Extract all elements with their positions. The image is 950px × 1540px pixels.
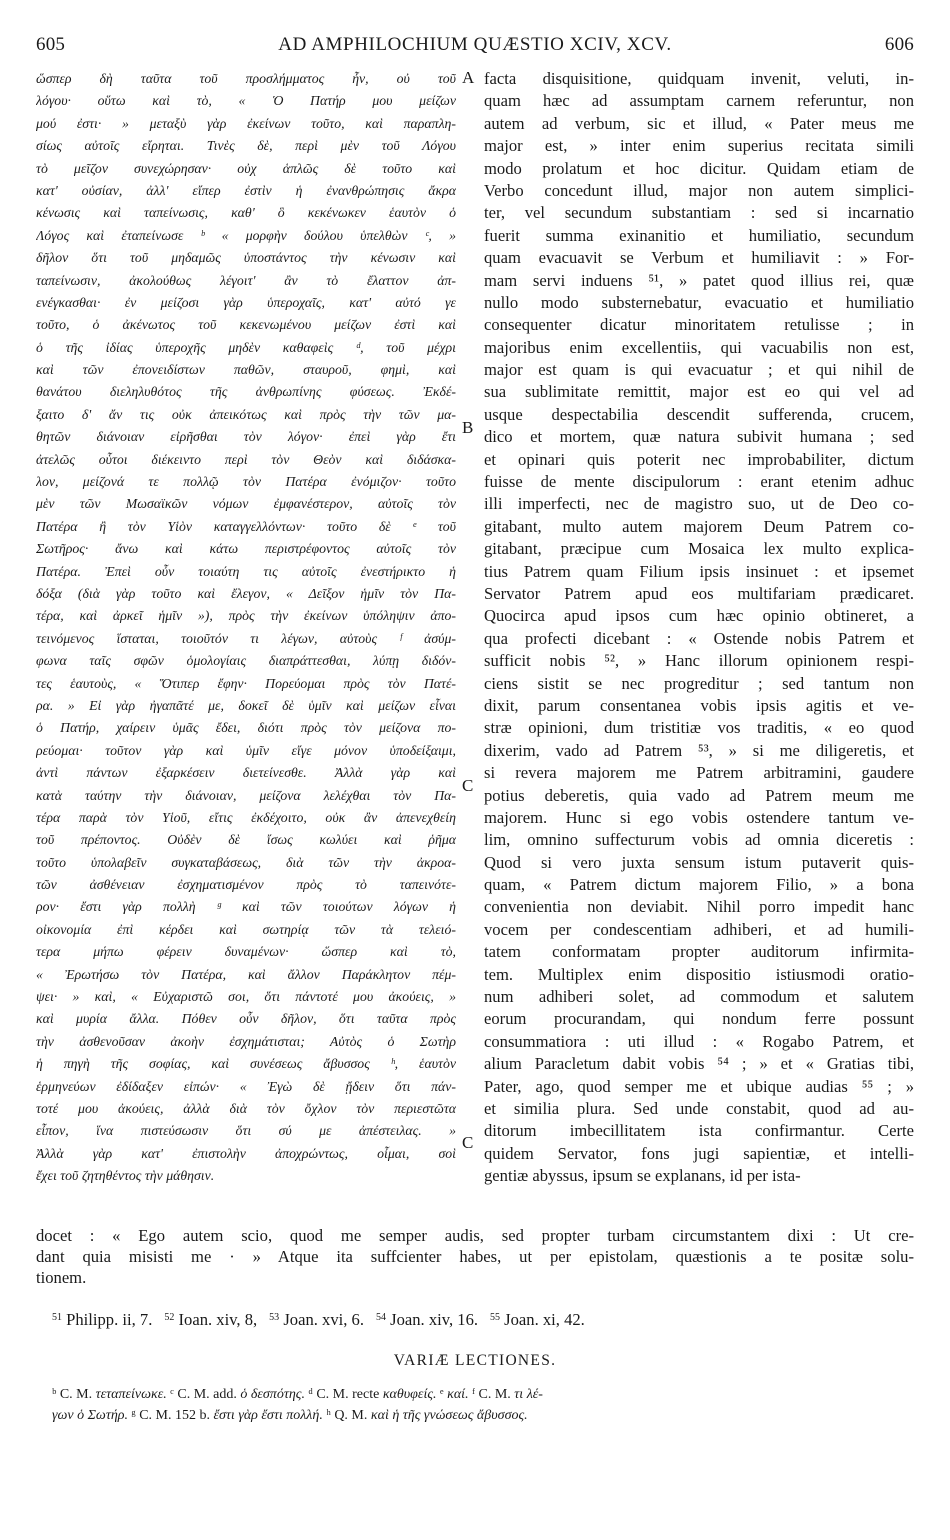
latin-text-line: dixerim, vado ad Patrem ⁵³, » si me diligeretis, et <box>484 740 914 760</box>
latin-text-line: quam hæc ad assumptam carnem referuntur, non <box>484 91 914 111</box>
greek-text-line: τὸ μεῖζον συνεχώρησαν· οὐχ ἁπλῶς δὲ τοῦτο καὶ <box>36 160 456 176</box>
latin-text-line: tem. Multiplex enim dispositio istiusmodi oratio- <box>484 964 914 984</box>
scripture-footnotes <box>52 1310 912 1330</box>
variant-siglum: ᵉ <box>436 1387 448 1402</box>
greek-text-line: ἀντὶ πάντων ἐξαρκέσειν διετείνεσθε. Ἀλλὰ γὰρ καὶ <box>36 765 456 781</box>
latin-text-line: majoribus enim excellentiis, qui vacuabilis non est, <box>484 337 914 357</box>
latin-text-line: convenientia non deviabit. Nihil porro impedit hanc <box>484 897 914 917</box>
greek-column <box>36 68 456 1188</box>
latin-text-line: gentiæ abyssus, ipsum se explanans, id per ista- <box>484 1166 801 1186</box>
latin-text-line: tatem conformatam propter auditorum infirmita- <box>484 942 914 962</box>
page-number-right: 606 <box>884 34 914 55</box>
greek-text-line: τέρα, καὶ ἀρκεῖ ἡμῖν »), πρὸς τὴν ἐκείνων ὑπόληψιν ἀπο- <box>36 608 456 624</box>
greek-text-line: δῆλον ὅτι τοῦ μηδαμῶς ὑποστάντος τὴν κένωσιν καὶ <box>36 250 456 266</box>
latin-text-line: gitabant, multo autem majorem Deum Patrem co- <box>484 516 914 536</box>
variant-siglum: ᶜ C. M. add. <box>166 1387 241 1402</box>
greek-text-line: τῶν ἀσθένειαν ἐσχηματισμένον πρὸς τὸ ταπεινότε- <box>36 877 456 893</box>
greek-text-line: μού ἐστι· » μεταξὺ γὰρ ἐκείνων τοῦτο, καὶ παραπλη- <box>36 115 456 131</box>
greek-text-line: τοῦ πρέποντος. Οὐδὲν δὲ ἴσως κωλύει καὶ ῥῆμα <box>36 832 456 848</box>
greek-text-line: μὲν τῶν Μωσαϊκῶν νόμων ἐμφανέστερον, αὐτοῖς τὸν <box>36 496 456 512</box>
variae-line <box>52 1384 912 1405</box>
margin-letter-b: B <box>462 418 474 437</box>
latin-text-line: quam, « Patrem dictum majorem Filio, » a bona <box>484 875 914 895</box>
latin-text-line: sufficit nobis ⁵², » Hanc illorum opinionem respi- <box>484 651 914 671</box>
greek-text-line: ξαιτο δ' ἄν τις οὐκ ἀπεικότως καὶ πρὸς τὴν τῶν μα- <box>36 406 456 422</box>
latin-text-line: gitabant, præcipue cum Mosaica lex multo explica- <box>484 539 914 559</box>
variant-reading: ὁ δεσπότης. <box>240 1387 305 1402</box>
greek-text-line: οἰκονομία ἐπὶ κέρδει καὶ σωτηρίᾳ τῶν τὰ τελειό- <box>36 921 456 937</box>
footnote-number: 51 <box>52 1312 62 1323</box>
footnote-number: 54 <box>375 1312 386 1323</box>
latin-text-line: si revera majorem me Patrem arbitramini, gaudere <box>484 763 914 783</box>
greek-text-line: ψει· » καὶ, « Εὐχαριστῶ σοι, ὅτι πάντοτέ μου ἀκούεις, » <box>36 989 456 1005</box>
latin-text-line: lim, omnino suffecturum vobis ad omnia diceretis : <box>484 830 914 850</box>
latin-text-line: Quod si vero juxta sensum istum putaverit quis- <box>484 852 914 872</box>
footnote-reference: Joan. xiv, 16. <box>385 1310 479 1329</box>
page-header <box>36 34 914 60</box>
greek-text-line: ρεύομαι· τοῦτον γὰρ καὶ ὑμῖν εἴγε μόνον ὑποδείξαιμι, <box>36 742 456 758</box>
latin-text-line: autem ad verbum, sic et illud, « Pater meus me <box>484 113 914 133</box>
variant-siglum: ᵈ C. M. recte <box>304 1387 383 1402</box>
margin-letter-c: C <box>462 776 474 795</box>
latin-text-line: alium Paracletum dabit vobis ⁵⁴ ; » et « Gratias tibi, <box>484 1054 914 1074</box>
latin-text-line: facta disquisitione, quidquam invenit, veluti, in- <box>484 69 914 88</box>
latin-text-line: Servator Patrem apud eos multifariam prædicaret. <box>484 583 914 603</box>
variae-lectiones <box>52 1384 912 1426</box>
greek-text-line: κατὰ ταύτην τὴν διάνοιαν, μείζονα λελέχθαι τὸν Πα- <box>36 787 456 803</box>
latin-text-line: ciens sistit se nec progreditur ; sed tantum non <box>484 673 914 693</box>
running-title: AD AMPHILOCHIUM QUÆSTIO XCIV, XCV. <box>278 34 672 55</box>
footnote-number: 53 <box>269 1312 280 1323</box>
latin-text-line: quidem Servator, fons jugi sapientiæ, et intelli- <box>484 1143 914 1163</box>
greek-text-line: ὁ Πατήρ, χαίρειν ὑμᾶς ἔδει, διότι πρὸς τὸν μείζονα πο- <box>36 720 456 736</box>
greek-text-line: τοῦτο ὑπολαβεῖν συγκαταβάσεως, διὰ τῶν τὴν ἀκροα- <box>36 854 456 870</box>
variae-lectiones-title: VARIÆ LECTIONES. <box>393 1352 557 1369</box>
variant-reading: γων ὁ Σωτήρ. <box>52 1408 128 1423</box>
greek-text-line: θανάτου διεληλυθότος τῆς ἀνθρωπίνης φύσεως. Ἐκδέ- <box>36 384 456 400</box>
variant-reading: τι λέ- <box>514 1387 543 1402</box>
latin-text-line: et similia plura. Sed unde constabit, quod ad au- <box>484 1098 914 1118</box>
greek-text-line: τοῦτο, ὁ ἀκένωτος τοῦ κεκενωμένου μείζων ἐστὶ καὶ <box>36 317 456 333</box>
footnote <box>164 1310 257 1329</box>
latin-text-line: ter, vel secundum substantiam : sed si incarnatio <box>484 203 914 223</box>
latin-text-line: Pater, ago, quod semper me et ubique audias ⁵⁵ ; » <box>484 1076 914 1096</box>
footnote-reference: Joan. xi, 42. <box>500 1310 585 1329</box>
variant-siglum: ʰ Q. M. <box>322 1408 371 1423</box>
greek-text-line: θητῶν διάνοιαν εἰρῆσθαι τὸν λόγον· ἐπεὶ γὰρ ἔτι <box>36 429 456 445</box>
variant-reading: τεταπείνωκε. <box>95 1387 167 1402</box>
latin-text-line: dico et mortem, quæ natura subivit humana ; sed <box>484 427 914 447</box>
footnote-number: 52 <box>164 1312 175 1323</box>
greek-text-line: τεινόμενος ἵσταται, τοιοῦτόν τι λέγων, αὐτοὺς ᶠ ἀσύμ- <box>36 630 456 646</box>
latin-text-line: quam evacuavit se Verbum et humiliavit : » For- <box>484 248 914 268</box>
greek-text-line: τέρα παρὰ τὸν Υἱοῦ, εἴτις ἐκδέχοιτο, οὐκ ἂν ἀπενεχθείη <box>36 809 456 825</box>
greek-text-line: λον, μείζονά τε πολλῷ τὸν Πατέρα ἐνόμιζον· τοῦτο <box>36 474 456 490</box>
greek-text-line: Σωτῆρος· ἄνω καὶ κάτω περιστρέφοντος αὐτοῖς τὸν <box>36 541 456 557</box>
latin-text-line: usque despectabilia descendit sufferenda, crucem, <box>484 404 914 424</box>
latin-text-line: num adhiberi solet, ad commodum et salutem <box>484 987 914 1007</box>
margin-letter-a: A <box>462 68 475 87</box>
greek-text-line: « Ἐρωτήσω τὸν Πατέρα, καὶ ἄλλον Παράκλητον πέμ- <box>36 966 456 982</box>
greek-text-line: κένωσις καὶ ταπείνωσις, καθ' ὃ κεκένωκεν ἑαυτὸν ὁ <box>36 205 456 221</box>
latin-text-line: consummatiora : uti illud : « Rogabo Patrem, et <box>484 1031 914 1051</box>
latin-text-line: fuisse de mente discipulorum : erant etenim adhuc <box>484 472 914 492</box>
variant-siglum: ᵍ C. M. 152 b. <box>128 1408 214 1423</box>
greek-text-line: ὥσπερ δὴ ταῦτα τοῦ προσλήμματος ἦν, οὐ τοῦ <box>36 71 456 86</box>
variae-line <box>52 1405 912 1426</box>
latin-text-line: vocem per condescentiam adhiberi, et ad humili- <box>484 919 914 939</box>
latin-text-line: eorum procurandam, qui nondum ferre possunt <box>484 1009 914 1029</box>
greek-text-line: τοτέ μου ἀκούεις, ἀλλὰ διὰ τὸν ὄχλον τὸν περιεστῶτα <box>36 1100 456 1116</box>
latin-text-line: consequenter dicatur minoritatem retulisse ; in <box>484 315 914 335</box>
full-width-conclusion <box>36 1225 914 1288</box>
greek-text-line: λόγου· οὕτω καὶ τὸ, « Ὁ Πατήρ μου μείζων <box>36 93 456 109</box>
latin-text-line: ditorum imbecillitatem ista confirmantur. Certe <box>484 1121 914 1141</box>
greek-text-line: καὶ τῶν ἐπονειδίστων παθῶν, σταυροῦ, φημὶ, καὶ <box>36 362 456 378</box>
latin-text-line: major est, » inter enim superius recitata simili <box>484 136 914 156</box>
full-width-text-line: dant quia misisti me · » Atque ita suffcienter habes, ut per epistolam, quæstionis a te positæ solu- <box>36 1247 914 1266</box>
latin-text-line: tius Patrem quam Filium ipsis insinuet : et ipsemet <box>484 561 914 581</box>
latin-column <box>484 68 914 1188</box>
latin-text-line: major est quam is qui evacuatur ; et qui nihil de <box>484 360 914 380</box>
greek-text-line: Πατέρα ἢ τὸν Υἱὸν καταγγελλόντων· τοῦτο δὲ ᵉ τοῦ <box>36 518 456 534</box>
greek-text-line: ἡ πηγὴ τῆς σοφίας, καὶ συνέσεως ἄβυσσος ʰ, ἑαυτὸν <box>36 1056 456 1072</box>
greek-text-line: Λόγος καὶ ἐταπείνωσε ᵇ « μορφὴν δούλου ὑπελθὼν ᶜ, » <box>36 227 456 243</box>
footnote <box>490 1310 585 1329</box>
footnote-reference: Joan. xvi, 6. <box>279 1310 364 1329</box>
latin-text-line: nullo modo substernebatur, evacuatio et humiliatio <box>484 292 914 312</box>
greek-text-line: ἑρμηνεύων ἐδίδαξεν εἰπών· « Ἐγὼ δὲ ᾔδειν ὅτι πάν- <box>36 1078 456 1094</box>
variant-siglum: ᶠ C. M. <box>468 1387 515 1402</box>
footnote-number: 55 <box>490 1312 501 1323</box>
footnote <box>269 1310 364 1329</box>
latin-text-line: sua sublimitate remittit, major est eo qui vel ad <box>484 382 914 402</box>
greek-text-line: εἶπον, ἵνα πιστεύσωσιν ὅτι σύ με ἀπέστειλας. » <box>36 1123 456 1139</box>
footnote <box>376 1310 478 1329</box>
greek-text-line: σίως αὐτοῖς εἴρηται. Τινὲς δὲ, περὶ μὲν τοῦ Λόγου <box>36 138 456 154</box>
greek-text-line: ἀτελῶς οὗτοι διέκειντο περὶ τὸν Θεὸν καὶ διδάσκα- <box>36 451 456 467</box>
greek-text-line: Ἀλλὰ γὰρ κατ' ἐπιστολὴν ἀποχρώντως, οἶμαι, σοὶ <box>36 1145 456 1161</box>
full-width-text-line: tionem. <box>36 1268 87 1287</box>
latin-text-line: Verbo concedunt illud, major non autem simplici- <box>484 180 914 200</box>
variant-reading: ἔστι γὰρ ἔστι πολλή. <box>213 1408 323 1423</box>
footnote <box>52 1310 152 1329</box>
greek-text-line: φωνα ταῖς σφῶν ὁμολογίαις διαπράττεσθαι, λύπῃ διδόν- <box>36 653 456 669</box>
greek-text-line: ὁ τῆς ἰδίας ὑπεροχῆς μηδὲν καθαφεὶς ᵈ, τοῦ μέχρι <box>36 339 456 355</box>
latin-text-line: potius deberetis, quia vado ad Patrem meum me <box>484 785 914 805</box>
latin-text-line: fuerit summa exinanitio et humiliatio, secundum <box>484 225 914 245</box>
greek-text-line: τερα μήπω φέρειν δυναμένων· ὥσπερ καὶ τὸ, <box>36 944 456 960</box>
latin-text-line: illi imperfecti, nec de magistro suo, ut de Deo co- <box>484 494 914 514</box>
full-width-text-line: docet : « Ego autem scio, quod me semper audis, sed propter turbam circumstantem dixi : Ut cre- <box>36 1226 914 1245</box>
latin-text-line: dixit, parum consentanea vobis ipsis agitis et ve- <box>484 695 914 715</box>
margin-letter-c-repeat: C <box>462 1133 474 1152</box>
greek-text-line: Πατέρα. Ἐπεὶ οὖν τοιαύτη τις αὐτοῖς ἐνεστήρικτο ἡ <box>36 563 456 579</box>
greek-text-line: τες ἑαυτοὺς, « Ὅτιπερ ἔφην· Πορεύομαι πρὸς τὸν Πατέ- <box>36 675 456 691</box>
greek-text-line: ενέγκασθαι· ἐν μείζοσι γὰρ ὑπεροχαῖς, κατ' αὐτό γε <box>36 294 456 310</box>
variant-reading: καί. <box>447 1387 469 1402</box>
footnote-reference: Philipp. ii, 7. <box>62 1310 153 1329</box>
page-number-left: 605 <box>36 34 66 55</box>
latin-text-line: stræ opinioni, dum tristitiæ vos traditis, « eo quod <box>484 718 914 738</box>
greek-text-line: ρον· ἔστι γὰρ πολλὴ ᵍ καὶ τῶν τοιούτων λόγων ἡ <box>36 899 456 915</box>
variant-siglum: ᵇ C. M. <box>52 1387 96 1402</box>
latin-text-line: mam servi induens ⁵¹, » patet quod illius rei, quæ <box>484 270 914 290</box>
latin-text-line: et opinari quis poterit nec improbabiliter, dictum <box>484 449 914 469</box>
greek-text-line: κατ' οὐσίαν, ἀλλ' εἴπερ ἐστὶν ἡ ἐνανθρώπησις ἄκρα <box>36 182 456 198</box>
greek-text-line: τὴν ἀσθενοῦσαν ἀκοὴν ἐσχημάτισται; Αὐτὸς ὁ Σωτὴρ <box>36 1033 456 1049</box>
greek-text-line: ρα. » Εἰ γὰρ ἠγαπᾶτέ με, δοκεῖ δὲ ὑμῖν καὶ μείζων εἶναι <box>36 697 456 713</box>
latin-text-line: qua profecti dicebant : « Ostende nobis Patrem et <box>484 628 914 648</box>
greek-text-line: ταπείνωσιν, ἀκολούθως λέγοιτ' ἂν τὸ ἔλαττον ἀπ- <box>36 272 456 288</box>
footnote-reference: Ioan. xiv, 8, <box>174 1310 258 1329</box>
latin-text-line: Quocirca apud ipsos cum hæc opinio obtineret, a <box>484 606 914 626</box>
variant-reading: καθυφείς. <box>382 1387 437 1402</box>
latin-text-line: modo prolatum et hoc dicitur. Quidam etiam de <box>484 158 914 178</box>
greek-text-line: καὶ μυρία ἄλλα. Πόθεν οὖν δῆλον, ὅτι ταῦτα πρὸς <box>36 1011 456 1027</box>
greek-text-line: ἔχει τοῦ ζητηθέντος τὴν μάθησιν. <box>36 1168 215 1184</box>
variant-reading: καὶ ἡ τῆς γνώσεως ἄβυσσος. <box>370 1408 528 1423</box>
latin-text-line: majorem. Hunc si ego vobis ostendere tantum ve- <box>484 807 914 827</box>
greek-text-line: δόξα (διὰ γὰρ τοῦτο καὶ ἔλεγον, « Δεῖξον ἡμῖν τὸν Πα- <box>36 585 456 601</box>
